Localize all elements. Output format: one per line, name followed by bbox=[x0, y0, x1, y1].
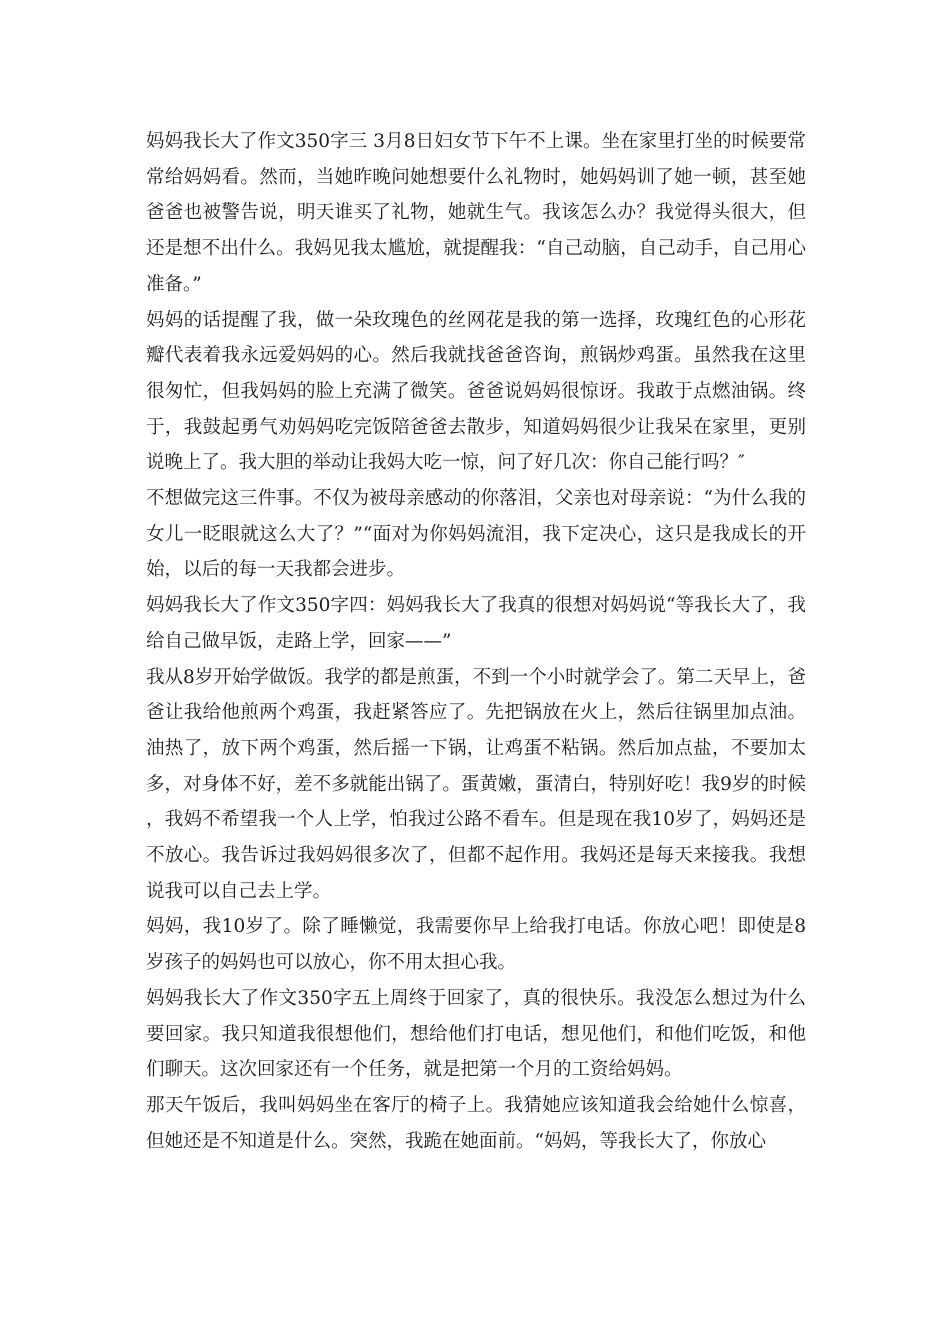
paragraph-3: 不想做完这三件事。不仅为被母亲感动的你落泪，父亲也对母亲说：“为什么我的女儿一眨眼就这么大了？”“面对为你妈妈流泪，我下定决心，这只是我成长的开始，以后的每一天我都会进步。 bbox=[146, 488, 806, 581]
paragraph-7: 妈妈我长大了作文350字五上周终于回家了，真的很快乐。我没怎么想过为什么要回家。我只知道我很想他们，想给他们打电话，想见他们，和他们吃饭，和他们聊天。这次回家还有一个任务，就是把第一个月的工资给妈妈。 bbox=[146, 987, 806, 1081]
essay-body bbox=[146, 124, 806, 1159]
paragraph-8: 那天午饭后，我叫妈妈坐在客厅的椅子上。我猜她应该知道我会给她什么惊喜，但她还是不知道是什么。突然，我跪在她面前。“妈妈，等我长大了，你放心 bbox=[146, 1094, 806, 1152]
paragraph-2: 妈妈的话提醒了我，做一朵玫瑰色的丝网花是我的第一选择，玫瑰红色的心形花瓣代表着我永远爱妈妈的心。然后我就找爸爸咨询，煎锅炒鸡蛋。虽然我在这里很匆忙，但我妈妈的脸上充满了微笑。爸爸说妈妈很惊讶。我敢于点燃油锅。终于，我鼓起勇气劝妈妈吃完饭陪爸爸去散步，知道妈妈很少让我呆在家里，更别说晚上了。我大胆的举动让我妈大吃一惊，问了好几次：你自己能行吗？″ bbox=[146, 309, 806, 474]
paragraph-4: 妈妈我长大了作文350字四：妈妈我长大了我真的很想对妈妈说“等我长大了，我给自己做早饭，走路上学，回家——” bbox=[146, 595, 806, 652]
paragraph-1: 妈妈我长大了作文350字三 3月8日妇女节下午不上课。坐在家里打坐的时候要常常给妈妈看。然而，当她昨晚问她想要什么礼物时，她妈妈训了她一顿，甚至她爸爸也被警告说，明天谁买了礼物，她就生气。我该怎么办？我觉得头很大，但还是想不出什么。我妈见我太尴尬，就提醒我：“自己动脑，自己动手，自己用心准备。” bbox=[146, 131, 806, 295]
paragraph-5: 我从8岁开始学做饭。我学的都是煎蛋，不到一个小时就学会了。第二天早上，爸爸让我给他煎两个鸡蛋，我赶紧答应了。先把锅放在火上，然后往锅里加点油。油热了，放下两个鸡蛋，然后摇一下锅，让鸡蛋不粘锅。然后加点盐，不要加太多，对身体不好，差不多就能出锅了。蛋黄嫩，蛋清白，特别好吃！我9岁的时候，我妈不希望我一个人上学，怕我过公路不看车。但是现在我10岁了，妈妈还是不放心。我告诉过我妈妈很多次了，但都不起作用。我妈还是每天来接我。我想说我可以自己去上学。 bbox=[146, 666, 806, 902]
paragraph-6: 妈妈，我10岁了。除了睡懒觉，我需要你早上给我打电话。你放心吧！即使是8岁孩子的妈妈也可以放心，你不用太担心我。 bbox=[146, 916, 806, 974]
